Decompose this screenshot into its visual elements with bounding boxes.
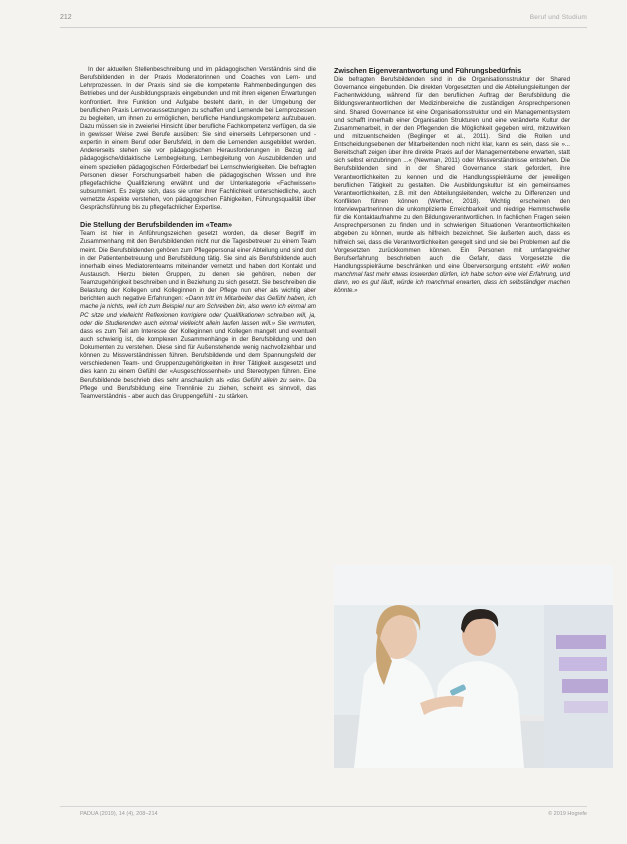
right-column [334, 66, 570, 303]
left-paragraph-2 [80, 230, 316, 401]
section-heading-leadership: Zwischen Eigenverantwortung und Führungsbedürfnis [334, 66, 522, 75]
footer-copyright: © 2019 Hogrefe [548, 811, 587, 817]
para2-text-a: Team ist hier in Anführungszeichen gesetzt worden, da dieser Begriff im Zusammenhang mit den Berufsbildenden nicht nur die Tagesbetreuer zu einem Team meint. Die Berufsbildenden gehören zum Pflegepersonal einer Abteilung und sind dort in der Patientenbetreuung und Berufsbildung tätig. Sie sind als Berufsbildende auch innerhalb eines Mediatorenteams miteinander vernetzt und haben dort Kontakt und Austausch. Hierzu bieten Gruppen, zu denen sie gehören, neben der Teamzugehörigkeit beschreiben und in Beziehung zu sich gesetzt. Sie beschreiben die Belastung der Kollegen und Kolleginnen in der Pflege nun eher als wichtig aber berichten auch negative Erfahrungen: [80, 230, 316, 303]
page-number: 212 [60, 14, 72, 21]
article-photo [334, 565, 613, 768]
interview-quote-1: «Dann tritt im Mitarbeiter das Gefühl haben, ich mache ja nichts, weil ich zum Beispiel nur am Schreiben bin, also wenn ich einmal am PC sitze und vielleicht Reflexionen korrigiere oder Qualifikationen schreiben will, ja, oder die Studierenden auch einmal vielleicht allein laufen lassen will.» Sie vermuten, [80, 295, 316, 327]
right-para-text: Die befragten Berufsbildenden sind in die Organisationsstruktur der Shared Governance eingebunden. Die direkten Vorgesetzten und die Abteilungsleitungen der Fachentwicklung, während für den beruflichen Auftrag der Berufsbildung die Bildungsverantwortlichen der Medizinbereiche die zuständigen Ansprechpersonen sind. Shared Governance ist eine Organisationsstruktur und ein Managementsystem und schafft innerhalb einer Organisation Strukturen und eine veränderte Kultur der Zusammenarbeit, in der den Pflegenden die Möglichkeit gegeben wird, mitzuwirken und mitzuentscheiden (Beglinger et al., 2011). Sind die Rollen und Entscheidungsebenen der Mitarbeitenden noch nicht klar, kann es sein, dass sie »... Bereitschaft zeigen über ihre direkte Praxis auf der Managementebene erwarten, statt sich selbst einzubringen ...« (Newman, 2011) oder Missverständnisse entstehen. Die Berufsbildenden sind in der Shared Governance stark gefordert, ihre Verantwortlichkeiten zu kennen und die Handlungsspielräume der jeweiligen beruflichen Tätigkeit zu gestalten. Die Ausbildungskultur ist ein gemeinsames Verantwortlichkeiten, z.B. mit den Abteilungsleitenden, welche zu Differenzen und Konflikten führen können (Werther, 2018). Wichtig erscheinen den Interviewpartnerinnen die unkomplizierte Erreichbarkeit und niedrige Hemmschwelle für die Kontaktaufnahme zu den Bildungsverantwortlichen. In fachlichen Fragen seien Ansprechpersonen zu finden und in schwierigen Situationen Verantwortlichkeiten abgeben zu können, wurde als hilfreich bezeichnet. Sie äußerten auch, dass es hilfreich sei, dass die Verantwortlichkeiten geregelt sind und sie bei Problemen auf die Vorgesetzten zurückkommen können. Ein Personen mit umfangreicher Berufserfahrung beschrieben auch die Gefahr, dass Vorgesetzte die Handlungsspielräume beschränken und eine Überversorgung entsteht: [334, 76, 570, 270]
running-head: Beruf und Studium [529, 14, 587, 21]
photo-two-nurses-lab-icon [334, 565, 613, 768]
footer-rule [60, 806, 587, 807]
right-paragraph-1 [334, 76, 570, 295]
section-heading-team: Die Stellung der Berufsbildenden im «Team» [80, 220, 233, 230]
interview-quote-3: «Wir wollen manchmal fast mehr etwas loswerden dürfen, ich habe schon eine viel Erfahrung, und dann, wo es gut läuft, würde ich manchmal erwarten, dass ich selbständiger machen könnte.» [334, 262, 570, 295]
para2-text-b: dass es zum Teil am Interesse der Kolleginnen und Kollegen mangelt und eventuell auch schwierig ist, die komplexen Zusammenhänge in der Berufsbildung und den Dokumenten zu verstehen. Diese sind für Außenstehende wenig nachvollziehbar und können zu Missverständnissen führen. Berufsbildende und dem Spannungsfeld der verschiedenen Team- und Gruppenzugehörigkeiten in ihrer Tätigkeit ausgesetzt und dies kann zu einem Gefühl der «Ausgeschlossenheit» und Stereotypen führen. Eine Berufsbildende beschrieb dies sehr anschaulich als [80, 327, 316, 384]
para2-text-c: Da Pflege und Berufsbildung eine Trennlinie zu ziehen, scheint es sinnvoll, das Teamverständnis - aber auch das Gruppengefühl - zu stärken. [80, 376, 316, 400]
footer-citation: PADUA (2019), 14 (4), 208–214 [80, 811, 158, 817]
left-paragraph-1: In der aktuellen Stellenbeschreibung und im pädagogischen Verständnis sind die Berufsbildenden in der Praxis Moderatorinnen und Coaches von Lern- und Lehrprozessen. In der Praxis sind sie die kompetente Rahmenbedingungen des Betriebes und der Ausbildungspraxis eingebunden und mit ihren eigenen Erwartungen konfrontiert. Ihre Funktion und Aufgabe besteht darin, in der Umgebung der beruflichen Praxis Lernvoraussetzungen zu schaffen und Lernende bei Lernprozessen zu begleiten, um ihnen zu ermöglichen, berufliche Handlungskompetenz aufzubauen. Dazu müssen sie in zweierlei Hinsicht über berufliche Fachkompetenz verfügen, da sie in gewisser Weise zwei Berufe ausüben: Sie sind einerseits Lehrpersonen und -expertin in einem Beruf oder Berufsfeld, in dem die Lernenden ausgebildet werden. Andererseits stehen sie vor pädagogischen Herausforderungen in Bezug auf pädagogische/didaktische Lernbegleitung, Lernbegleitung von Auszubildenden und einem speziellen pädagogischen Förderbedarf bei Lernschwierigkeiten. Die befragten Personen dieser Forschungsarbeit haben die pädagogischen Wissen und ihre pflegefachliche Qualifizierung erwähnt und der Unterkategorie «Fachwissen» subsummiert. Es zeigte sich, dass sie unter ihrer Fachlichkeit unterschiedliche, auch vernetzte Aspekte verstehen, von pädagogischen Fähigkeiten, Führungsqualität über Gesprächsführung bis zu pflegefachlicher Expertise. [80, 66, 316, 212]
interview-quote-2: «das Gefühl allein zu sein». [226, 376, 306, 384]
header-rule [60, 27, 587, 28]
left-column [80, 66, 316, 409]
